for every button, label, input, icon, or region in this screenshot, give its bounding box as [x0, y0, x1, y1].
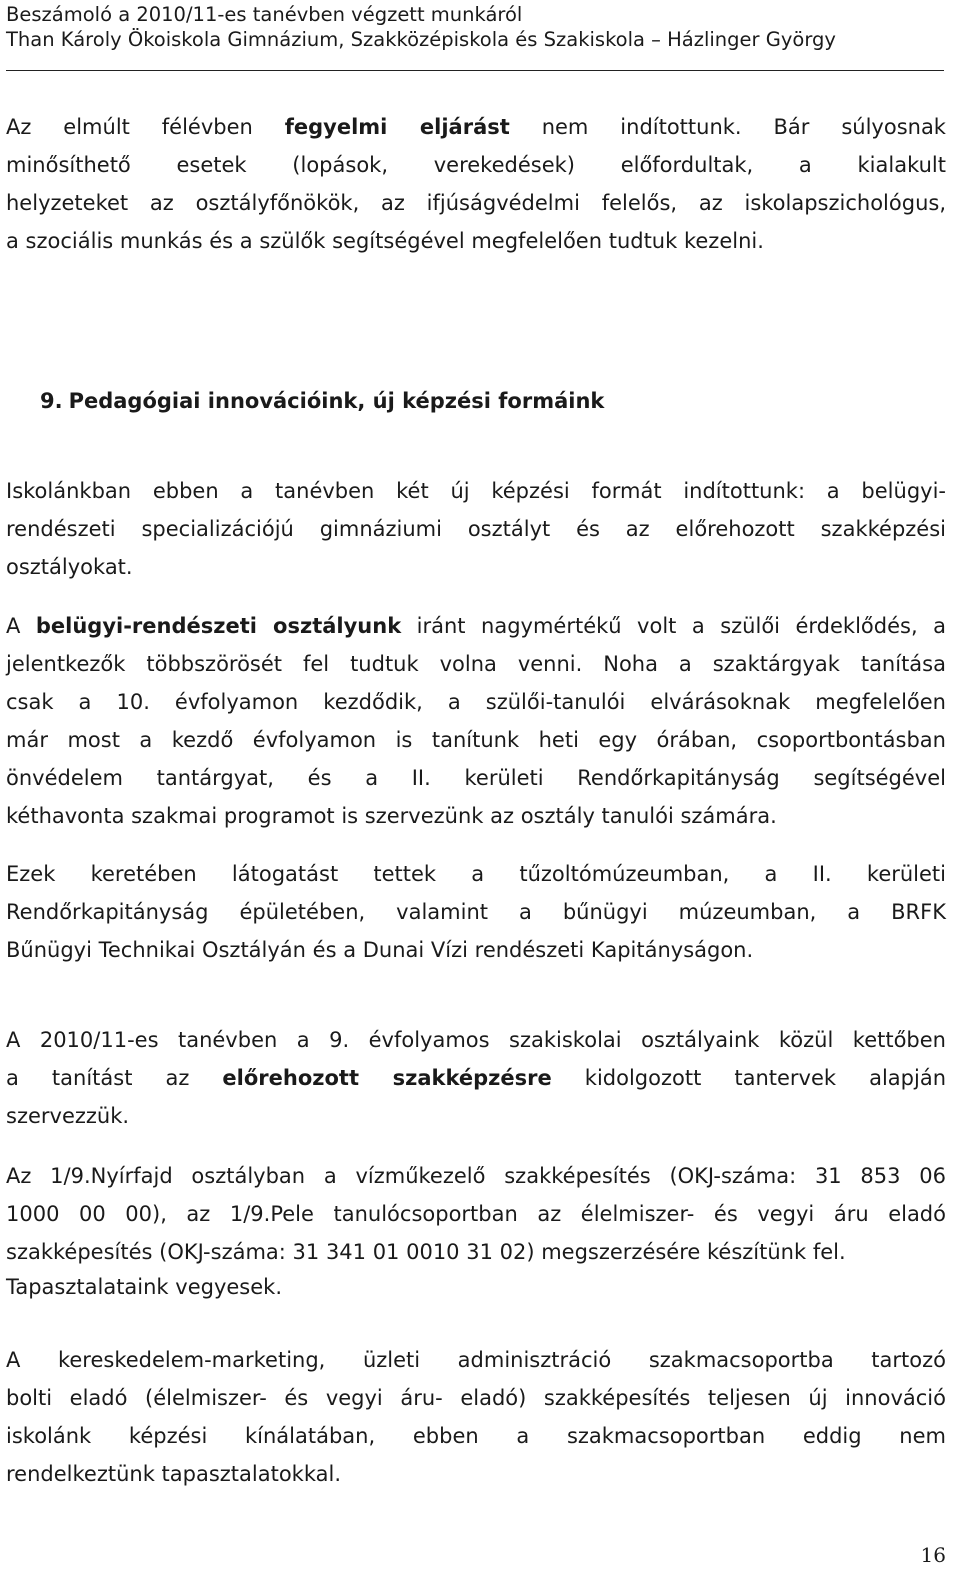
text-span: iránt nagymértékű volt a szülői érdeklődés, a: [416, 614, 946, 638]
text-line: Bűnügyi Technikai Osztályán és a Dunai Vízi rendészeti Kapitányságon.: [6, 938, 754, 962]
paragraph-discipline: [6, 108, 946, 260]
paragraph-early-training: [6, 1021, 946, 1135]
paragraph-visits: [6, 855, 946, 969]
paragraph-experience: [6, 1268, 946, 1306]
text-span: Az elmúlt félévben: [6, 115, 253, 139]
text-line: helyzeteket az osztályfőnökök, az ifjúságvédelmi felelős, az iskolapszichológus,: [6, 191, 946, 215]
text-line: kéthavonta szakmai programot is szervezünk az osztály tanulói számára.: [6, 804, 777, 828]
section-number: 9.: [40, 389, 63, 413]
header-divider: [6, 70, 944, 71]
paragraph-police-class: [6, 607, 946, 835]
paragraph-new-forms: [6, 472, 946, 586]
text-line: A kereskedelem-marketing, üzleti adminisztráció szakmacsoportba tartozó: [6, 1348, 946, 1372]
bold-text: belügyi-rendészeti osztályunk: [35, 614, 402, 638]
text-span: a tanítást az: [6, 1066, 190, 1090]
text-line: [6, 108, 946, 146]
text-line: csak a 10. évfolyamon kezdődik, a szülői-tanulói elvárásoknak megfelelően: [6, 690, 946, 714]
text-line: [6, 607, 946, 645]
text-line: iskolánk képzési kínálatában, ebben a szakmacsoportban eddig nem: [6, 1424, 946, 1448]
text-line: Ezek keretében látogatást tettek a tűzoltómúzeumban, a II. kerületi: [6, 862, 946, 886]
text-line: Tapasztalataink vegyesek.: [6, 1275, 282, 1299]
paragraph-commerce: [6, 1341, 946, 1493]
text-line: minősíthető esetek (lopások, verekedések) előfordultak, a kialakult: [6, 153, 946, 177]
header-subtitle: Than Károly Ökoiskola Gimnázium, Szakközépiskola és Szakiskola – Házlinger György: [6, 28, 836, 51]
header-title: Beszámoló a 2010/11-es tanévben végzett munkáról: [6, 3, 523, 26]
text-line: Rendőrkapitányság épületében, valamint a bűnügyi múzeumban, a BRFK: [6, 900, 946, 924]
text-line: szervezzük.: [6, 1104, 130, 1128]
text-line: Iskolánkban ebben a tanévben két új képzési formát indítottunk: a belügyi-: [6, 479, 946, 503]
text-line: 1000 00 00), az 1/9.Pele tanulócsoportban az élelmiszer- és vegyi áru eladó: [6, 1202, 946, 1226]
text-line: rendészeti specializációjú gimnáziumi osztályt és az előrehozott szakképzési: [6, 517, 946, 541]
running-header: [6, 2, 946, 52]
text-line: [6, 1059, 946, 1097]
text-line: szakképesítés (OKJ-száma: 31 341 01 0010 31 02) megszerzésére készítünk fel.: [6, 1240, 846, 1264]
section-heading: [40, 389, 604, 413]
text-line: A 2010/11-es tanévben a 9. évfolyamos szakiskolai osztályaink közül kettőben: [6, 1028, 946, 1052]
text-line: osztályokat.: [6, 555, 133, 579]
text-line: önvédelem tantárgyat, és a II. kerületi Rendőrkapitányság segítségével: [6, 766, 946, 790]
bold-text: fegyelmi eljárást: [284, 115, 510, 139]
text-line: rendelkeztünk tapasztalatokkal.: [6, 1462, 342, 1486]
text-line: a szociális munkás és a szülők segítségével megfelelően tudtuk kezelni.: [6, 229, 764, 253]
text-line: jelentkezők többszörösét fel tudtuk volna venni. Noha a szaktárgyak tanítása: [6, 652, 946, 676]
text-line: Az 1/9.Nyírfajd osztályban a vízműkezelő szakképesítés (OKJ-száma: 31 853 06: [6, 1164, 946, 1188]
text-span: nem indítottunk. Bár súlyosnak: [541, 115, 946, 139]
text-line: már most a kezdő évfolyamon is tanítunk heti egy órában, csoportbontásban: [6, 728, 946, 752]
section-title: Pedagógiai innovációink, új képzési formáink: [68, 389, 605, 413]
text-line: bolti eladó (élelmiszer- és vegyi áru- eladó) szakképesítés teljesen új innováció: [6, 1386, 946, 1410]
paragraph-qualifications: [6, 1157, 946, 1271]
bold-text: előrehozott szakképzésre: [222, 1066, 552, 1090]
page-number: 16: [920, 1543, 946, 1567]
text-span: A: [6, 614, 21, 638]
text-span: kidolgozott tantervek alapján: [584, 1066, 947, 1090]
